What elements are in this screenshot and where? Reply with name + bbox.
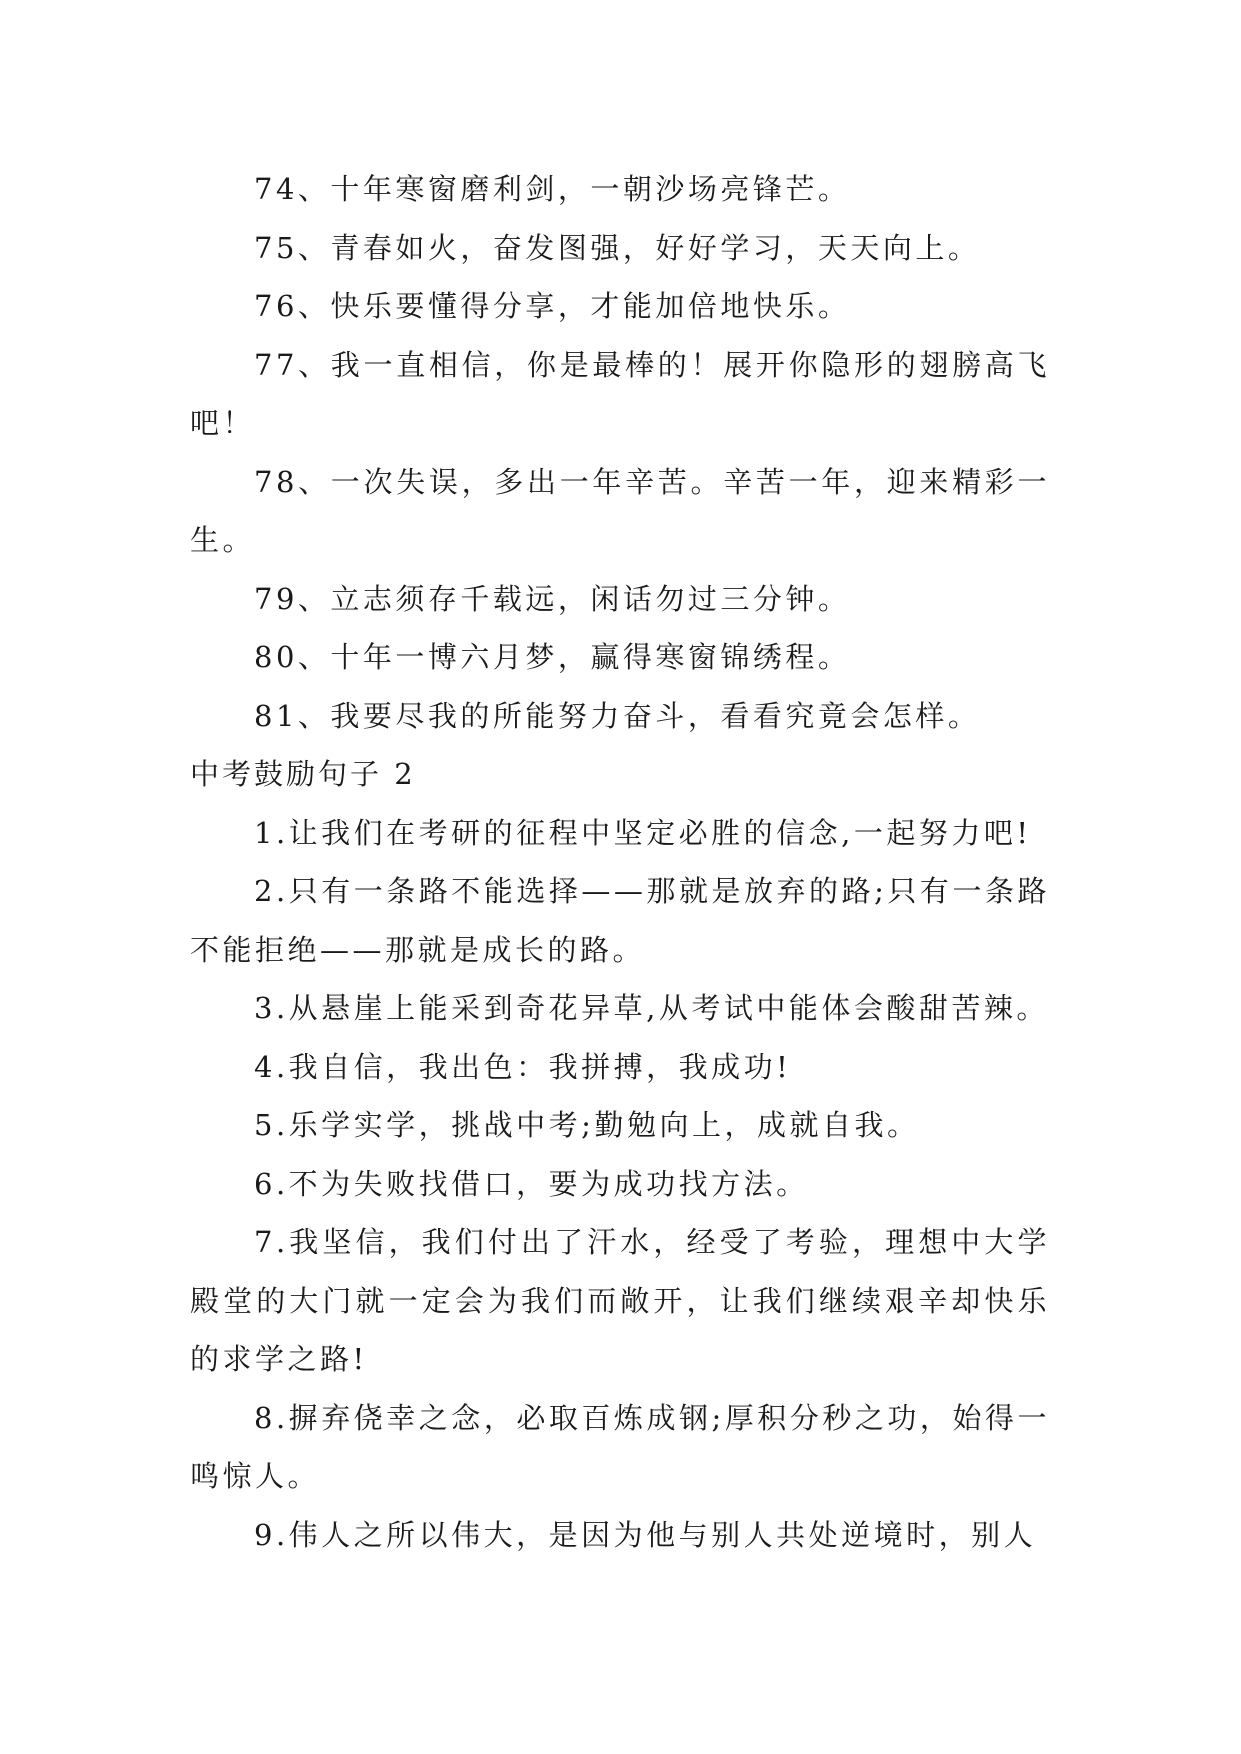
list-item: 81、我要尽我的所能努力奋斗，看看究竟会怎样。 — [254, 698, 981, 733]
section-heading: 中考鼓励句子 2 — [190, 757, 416, 791]
list-item: 74、十年寒窗磨利剑，一朝沙场亮锋芒。 — [254, 172, 851, 206]
list-item: 4.我自信，我出色：我拼搏，我成功! — [254, 1049, 792, 1084]
list-item: 2.只有一条路不能选择——那就是放弃的路;只有一条路不能拒绝——那就是成长的路。 — [190, 874, 1050, 967]
list-item: 6.不为失败找借口，要为成功找方法。 — [254, 1166, 809, 1201]
list-item: 9.伟人之所以伟大，是因为他与别人共处逆境时，别人 — [254, 1517, 1037, 1552]
list-item: 8.摒弃侥幸之念，必取百炼成钢;厚积分秒之功，始得一鸣惊人。 — [190, 1400, 1050, 1493]
list-item: 1.让我们在考研的征程中坚定必胜的信念,一起努力吧! — [254, 815, 1032, 850]
list-item: 80、十年一博六月梦，赢得寒窗锦绣程。 — [254, 640, 851, 674]
list-item: 76、快乐要懂得分享，才能加倍地快乐。 — [254, 289, 851, 323]
list-item: 75、青春如火，奋发图强，好好学习，天天向上。 — [254, 230, 981, 265]
document-body — [190, 160, 1050, 1564]
list-item: 79、立志须存千载远，闲话勿过三分钟。 — [254, 581, 851, 616]
list-item: 7.我坚信，我们付出了汗水，经受了考验，理想中大学殿堂的大门就一定会为我们而敞开，让我们继续艰辛却快乐的求学之路! — [190, 1225, 1050, 1376]
list-item: 78、一次失误，多出一年辛苦。辛苦一年，迎来精彩一生。 — [190, 464, 1050, 557]
list-item: 5.乐学实学，挑战中考;勤勉向上，成就自我。 — [254, 1108, 920, 1142]
list-item: 77、我一直相信，你是最棒的！展开你隐形的翅膀高飞吧！ — [190, 347, 1050, 440]
list-item: 3.从悬崖上能采到奇花异草,从考试中能体会酸甜苦辣。 — [254, 991, 1049, 1025]
